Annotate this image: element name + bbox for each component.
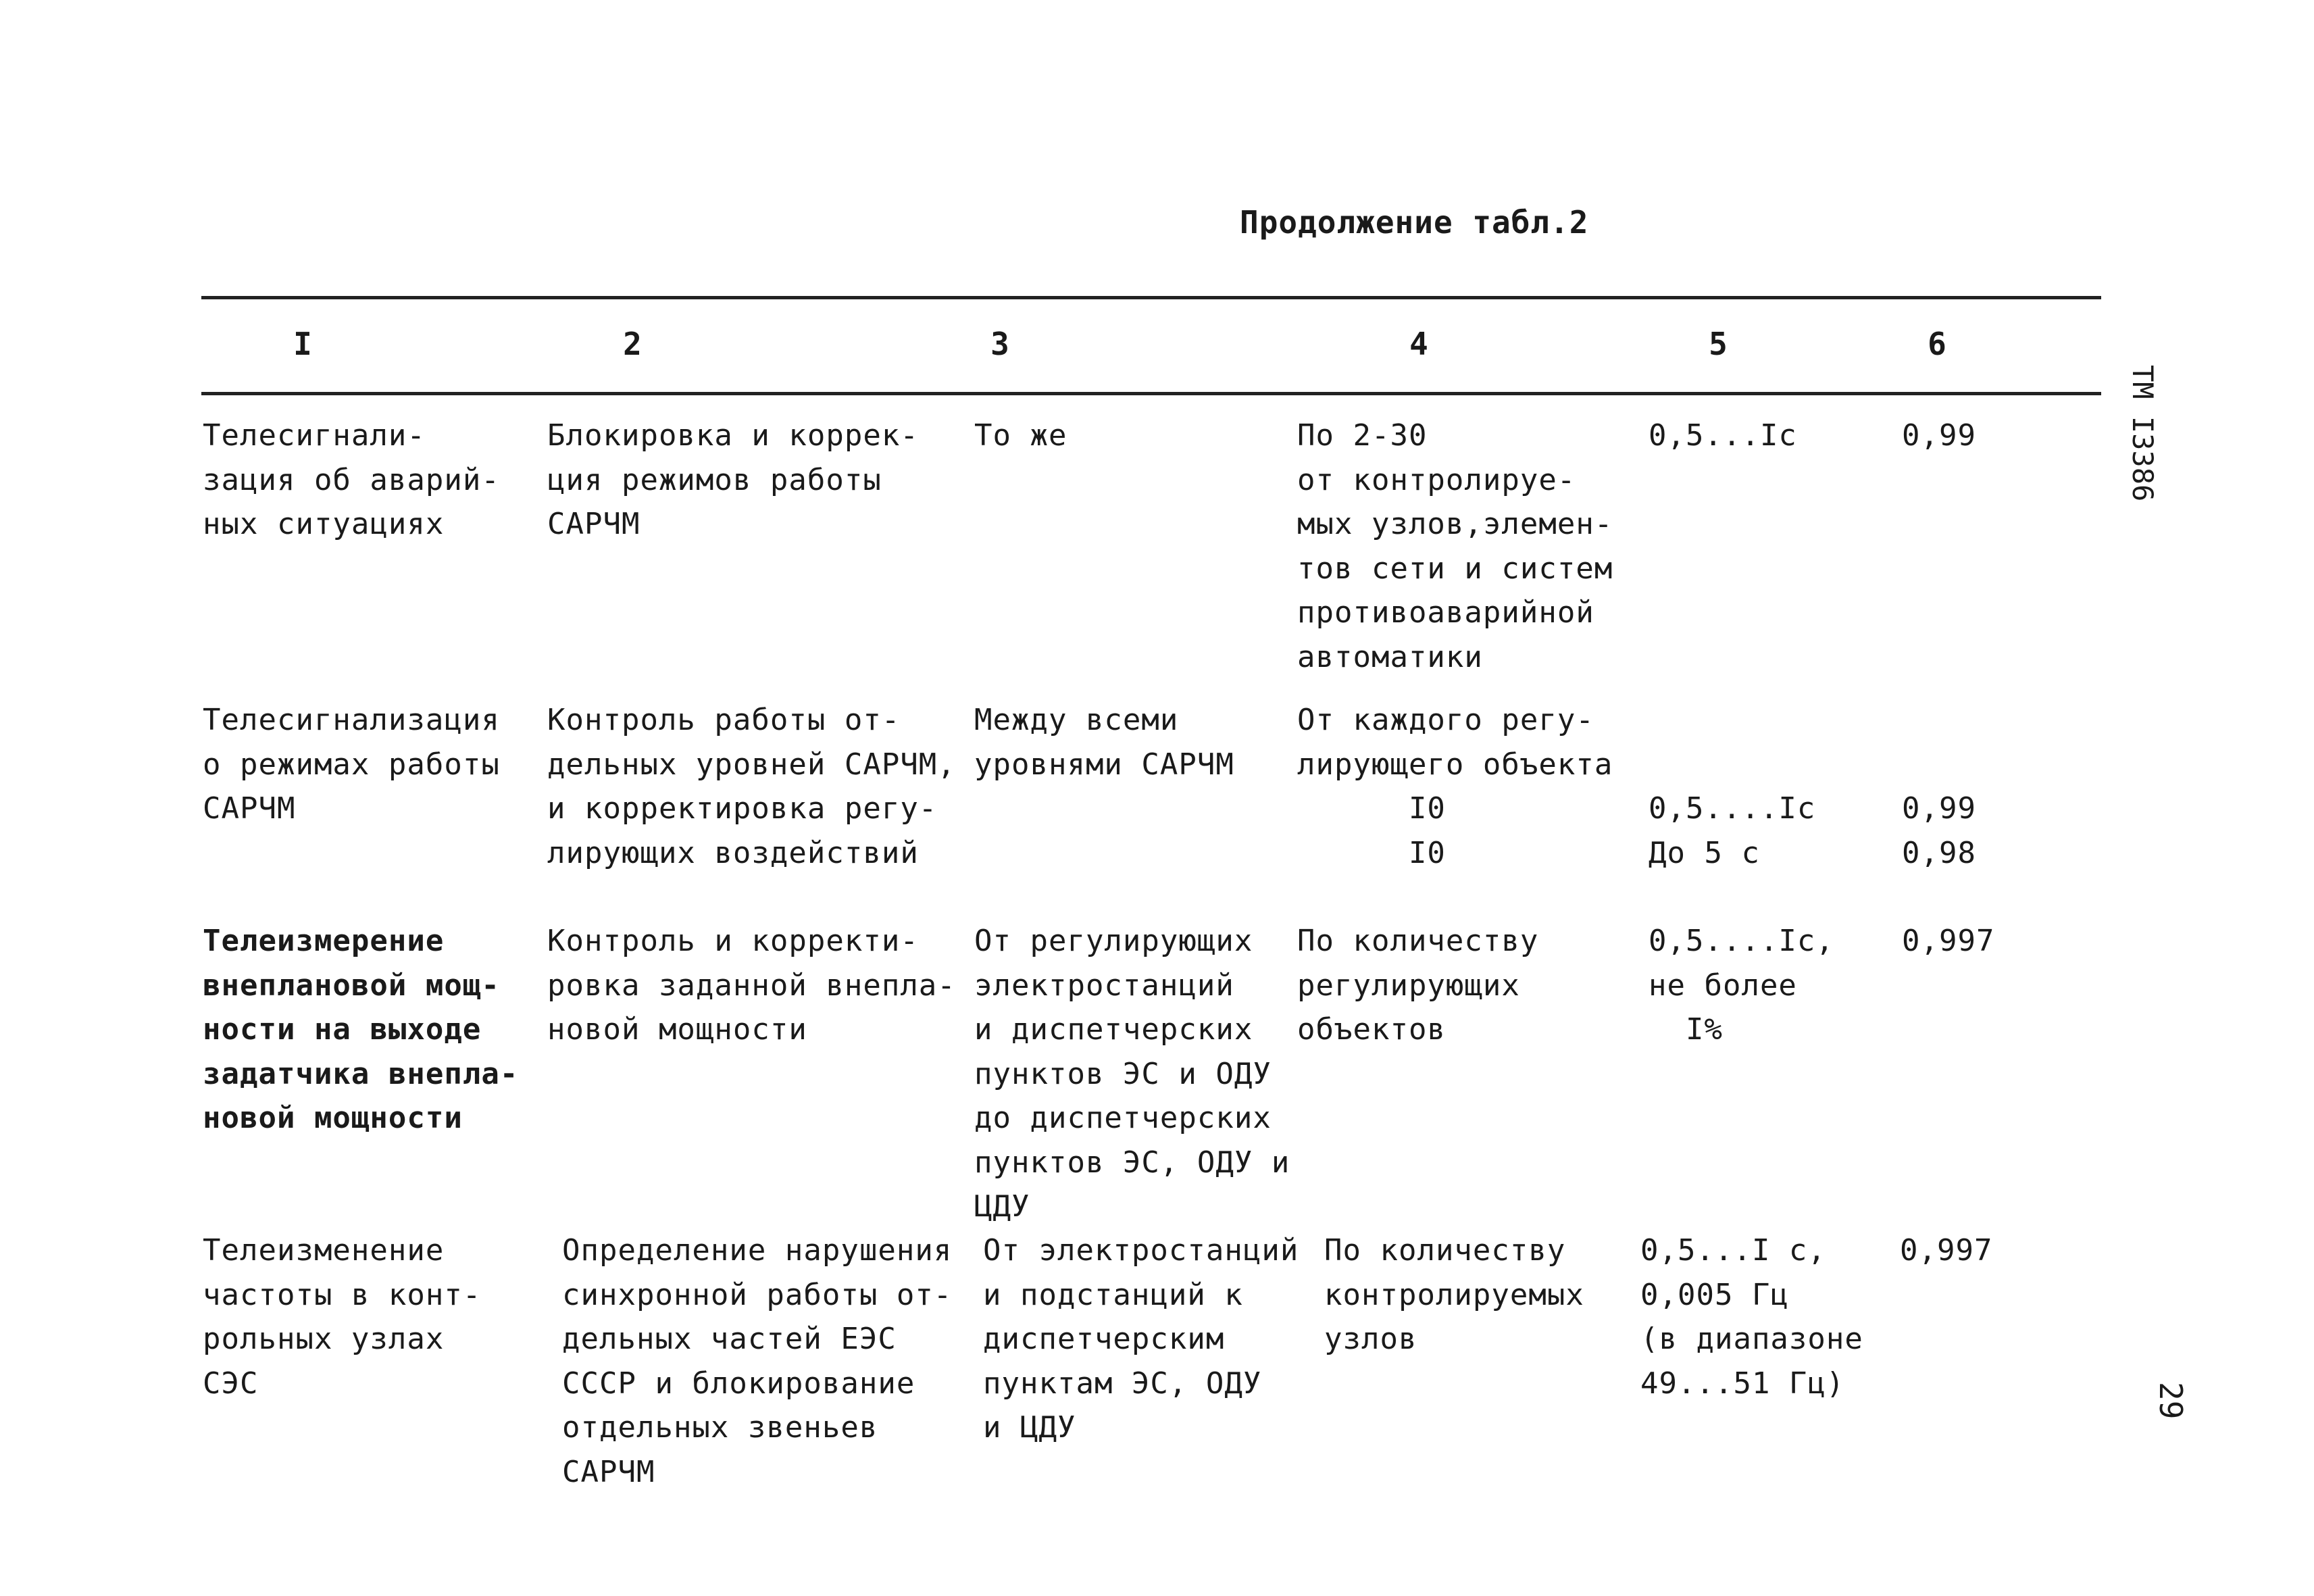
row-2-quantity: От каждого регу- лирующего объекта I0 I0 bbox=[1297, 703, 1613, 870]
row-2-direction: Между всеми уровнями САРЧМ bbox=[974, 703, 1234, 782]
row-3-purpose: Контроль и корректи- ровка заданной внепла- новой мощности bbox=[547, 924, 956, 1047]
table-caption: Продолжение табл.2 bbox=[1240, 204, 1589, 241]
row-4-quantity: По количеству контролируемых узлов bbox=[1324, 1233, 1584, 1356]
column-header-4: 4 bbox=[1409, 326, 1428, 362]
document-code: ТМ I3386 bbox=[2126, 365, 2159, 502]
row-1-quantity: По 2-30 от контролируе- мых узлов,элемен- тов сети и систем противоаварийной автоматики bbox=[1297, 418, 1613, 674]
row-3-time: 0,5....Ic, не более I% bbox=[1649, 924, 1834, 1047]
row-3-signal-type: Телеизмерение внеплановой мощ- ности на выходе задатчика внепла- новой мощности bbox=[203, 924, 519, 1135]
row-4-purpose: Определение нарушения синхронной работы от- дельных частей ЕЭС СССР и блокирование отдельных звеньев САРЧМ bbox=[562, 1233, 953, 1489]
row-4-time: 0,5...I с, 0,005 Гц (в диапазоне 49...51 Гц) bbox=[1640, 1233, 1863, 1401]
row-2-signal-type: Телесигнализация о режимах работы САРЧМ bbox=[203, 703, 500, 826]
row-3-reliability: 0,997 bbox=[1902, 924, 1995, 958]
column-header-5: 5 bbox=[1709, 326, 1728, 362]
row-1-reliability: 0,99 bbox=[1902, 418, 1976, 453]
row-3-direction: От регулирующих электростанций и диспетчерских пунктов ЭС и ОДУ до диспетчерских пунктов ЭС, ОДУ и ЦДУ bbox=[974, 924, 1290, 1224]
header-top-rule bbox=[201, 296, 2101, 299]
row-4-direction: От электростанций и подстанций к диспетчерским пунктам ЭС, ОДУ и ЦДУ bbox=[983, 1233, 1299, 1445]
column-header-3: 3 bbox=[990, 326, 1009, 362]
row-1-purpose: Блокировка и коррек- ция режимов работы САРЧМ bbox=[547, 418, 919, 541]
row-2-reliability: 0,99 0,98 bbox=[1902, 791, 1976, 870]
row-1-signal-type: Телесигнали- зация об аварий- ных ситуациях bbox=[203, 418, 500, 541]
row-4-signal-type: Телеизменение частоты в конт- рольных узлах СЭС bbox=[203, 1233, 482, 1401]
page-number: 29 bbox=[2153, 1382, 2189, 1420]
row-2-time: 0,5....Ic До 5 с bbox=[1649, 791, 1816, 870]
column-header-6: 6 bbox=[1928, 326, 1946, 362]
row-1-time: 0,5...Ic bbox=[1649, 418, 1797, 453]
column-header-2: 2 bbox=[623, 326, 642, 362]
header-bottom-rule bbox=[201, 392, 2101, 395]
row-2-purpose: Контроль работы от- дельных уровней САРЧМ, и корректировка регу- лирующих воздействий bbox=[547, 703, 956, 870]
row-3-quantity: По количеству регулирующих объектов bbox=[1297, 924, 1539, 1047]
column-header-1: I bbox=[293, 326, 312, 362]
row-1-direction: То же bbox=[974, 418, 1067, 453]
row-4-reliability: 0,997 bbox=[1900, 1233, 1993, 1268]
